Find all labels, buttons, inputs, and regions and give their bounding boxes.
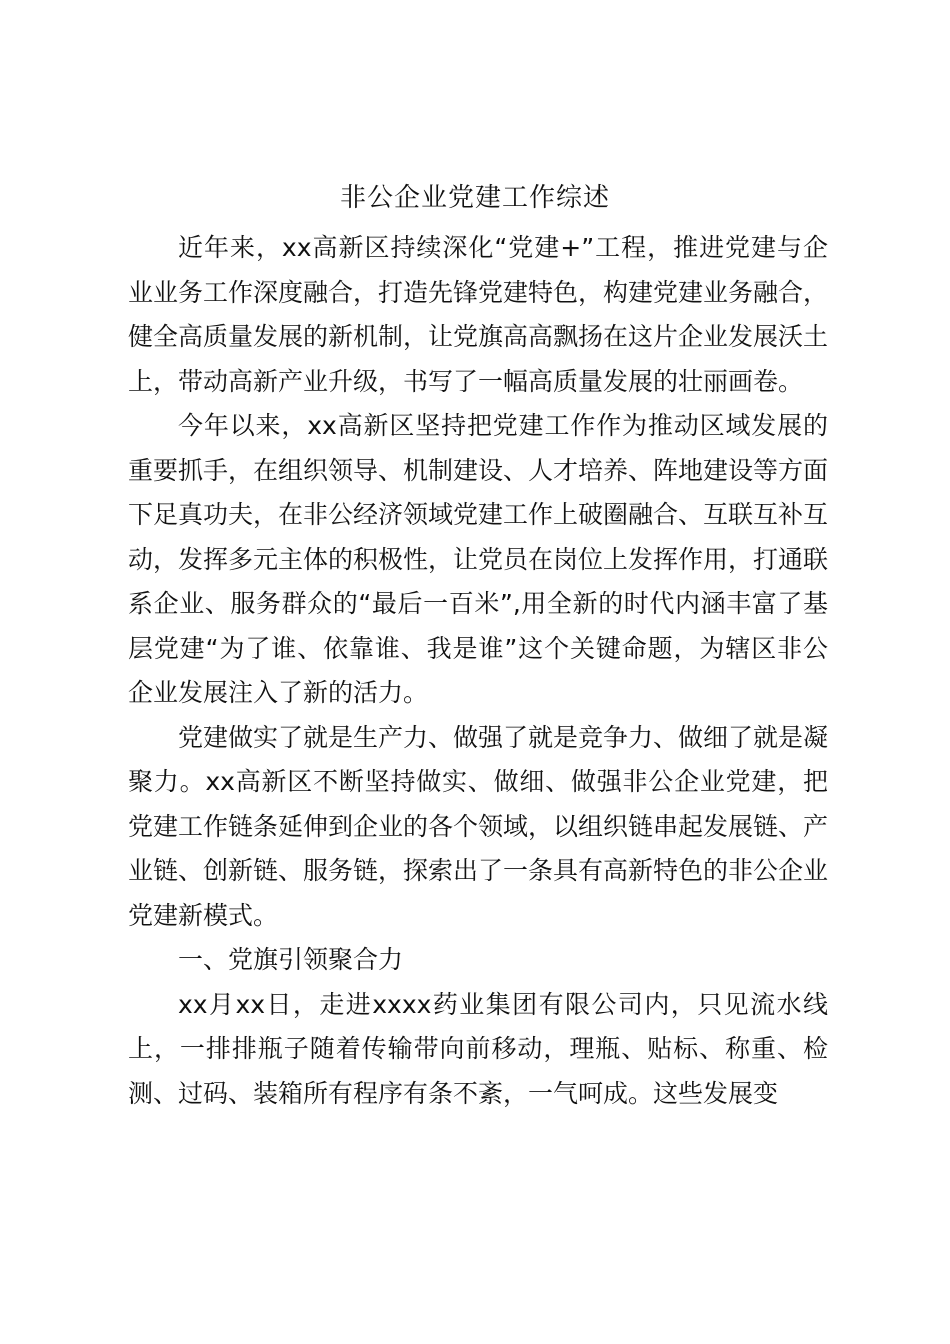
paragraph-this-year: 今年以来，xx高新区坚持把党建工作作为推动区域发展的重要抓手，在组织领导、机制建设、人才培养、阵地建设等方面下足真功夫，在非公经济领域党建工作上破圈融合、互联互补互动，发挥多元主体的积极性，让党员在岗位上发挥作用，打通联系企业、服务群众的“最后一百米”,用全新的时代内涵丰富了基层党建“为了谁、依靠谁、我是谁”这个关键命题，为辖区非公企业发展注入了新的活力。 bbox=[128, 411, 829, 707]
document-title: 非公企业党建工作综述 bbox=[339, 183, 610, 213]
document-body bbox=[128, 226, 828, 1116]
paragraph-visit: xx月xx日，走进xxxx药业集团有限公司内，只见流水线上，一排排瓶子随着传输带向前移动，理瓶、贴标、称重、检测、过码、装箱所有程序有条不紊，一气呵成。这些发展变 bbox=[128, 989, 828, 1108]
section-heading-1: 一、党旗引领聚合力 bbox=[178, 945, 404, 974]
paragraph-productivity: 党建做实了就是生产力、做强了就是竞争力、做细了就是凝聚力。xx高新区不断坚持做实、做细、做强非公企业党建，把党建工作链条延伸到企业的各个领域，以组织链串起发展链、产业链、创新链、服务链，探索出了一条具有高新特色的非公企业党建新模式。 bbox=[128, 722, 829, 930]
paragraph-intro: 近年来，xx高新区持续深化“党建+”工程，推进党建与企业业务工作深度融合，打造先锋党建特色，构建党建业务融合，健全高质量发展的新机制，让党旗高高飘扬在这片企业发展沃土上，带动高新产业升级，书写了一幅高质量发展的壮丽画卷。 bbox=[128, 233, 829, 396]
